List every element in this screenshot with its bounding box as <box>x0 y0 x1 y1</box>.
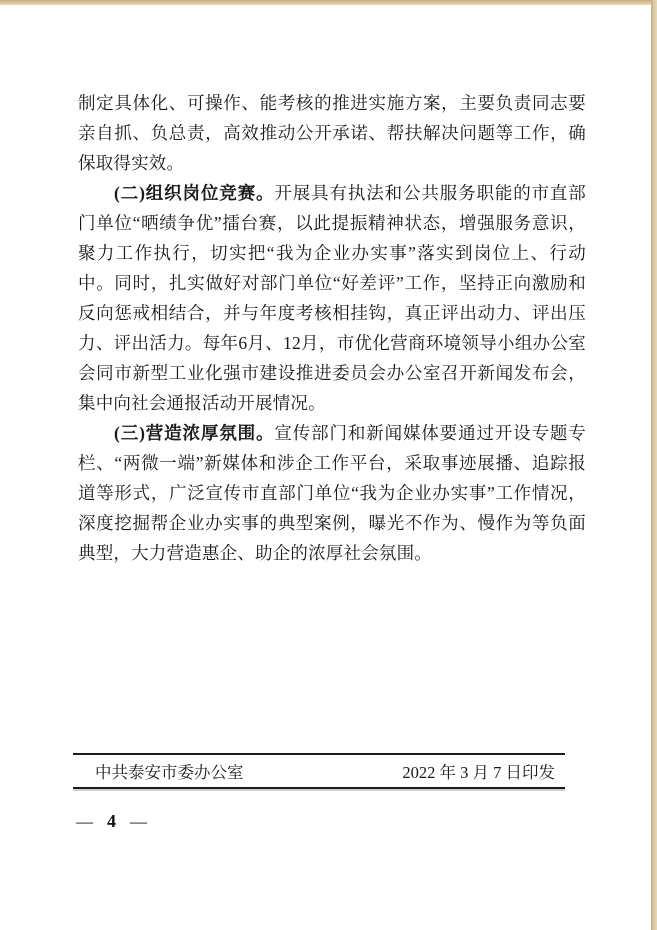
scan-edge-right <box>651 0 657 930</box>
page-number-dash-right: — <box>130 811 147 831</box>
colophon-rule-bottom <box>73 787 565 789</box>
paragraph-text: 宣传部门和新闻媒体要通过开设专题专栏、“两微一端”新媒体和涉企工作平台，采取事迹展播、追踪报道等形式，广泛宣传市直部门单位“我为企业办实事”工作情况，深度挖掘帮企业办实事的典型案例，曝光不作为、慢作为等负面典型，大力营造惠企、助企的浓厚社会氛围。 <box>78 423 587 563</box>
colophon-row <box>73 755 565 787</box>
colophon <box>73 753 565 789</box>
paragraph-text: 制定具体化、可操作、能考核的推进实施方案，主要负责同志要亲自抓、负总责，高效推动公开承诺、帮扶解决问题等工作，确保取得实效。 <box>78 93 586 173</box>
paragraph-section-2 <box>78 178 586 418</box>
page-number-value: 4 <box>107 811 116 831</box>
print-date: 2022 年 3 月 7 日印发 <box>402 763 555 782</box>
document-body <box>78 88 586 568</box>
page-number-dash-left: — <box>76 811 93 831</box>
section-heading-3: (三)营造浓厚氛围。 <box>114 423 275 443</box>
paragraph-text: 开展具有执法和公共服务职能的市直部门单位“晒绩争优”擂台赛，以此提振精神状态，增强服务意识，聚力工作执行，切实把“我为企业办实事”落实到岗位上、行动中。同时，扎实做好对部门单位“好差评”工作，坚持正向激励和反向惩戒相结合，并与年度考核相挂钩，真正评出动力、评出压力、评出活力。每年6月、12月，市优化营商环境领导小组办公室会同市新型工业化强市建设推进委员会办公室召开新闻发布会，集中向社会通报活动开展情况。 <box>78 183 587 413</box>
page-number <box>76 811 147 832</box>
section-heading-2: (二)组织岗位竞赛。 <box>114 183 275 203</box>
issuing-office: 中共泰安市委办公室 <box>95 763 244 782</box>
paragraph-continuation <box>78 88 586 178</box>
paragraph-section-3 <box>78 418 586 568</box>
scan-edge-top <box>0 0 657 5</box>
